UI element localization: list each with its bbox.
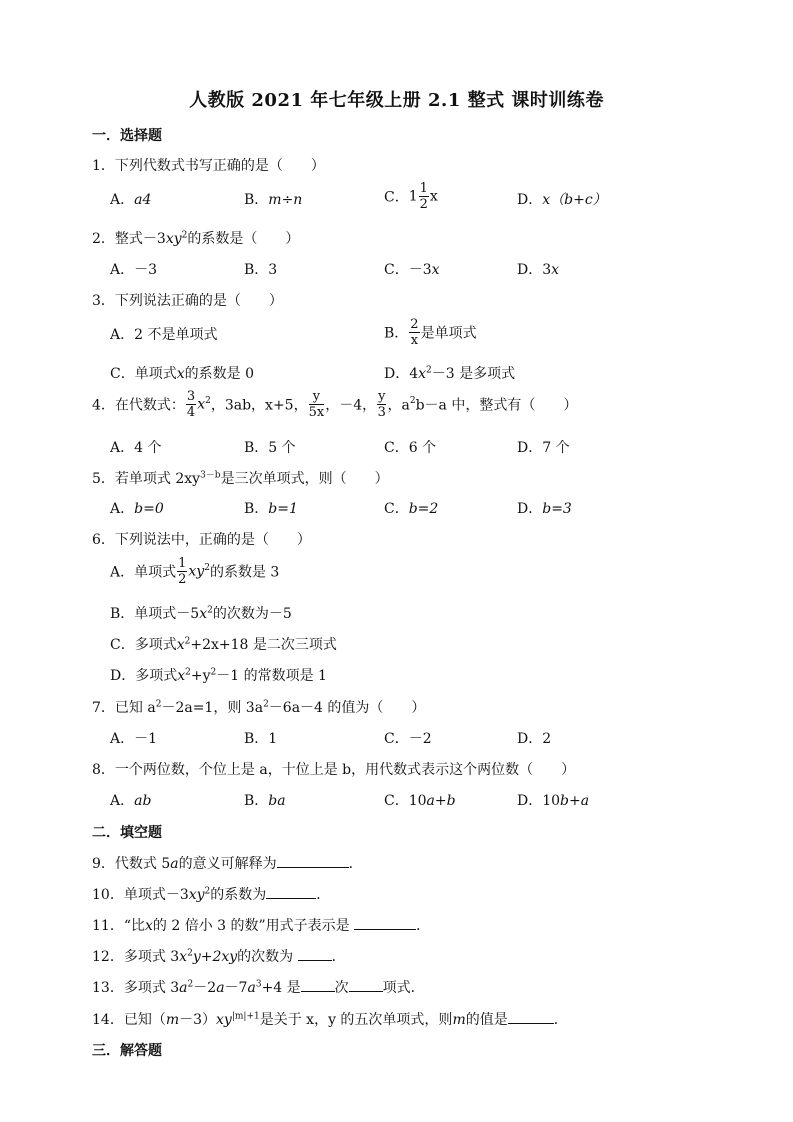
q8-option-c: C．10a+b bbox=[384, 793, 456, 809]
q2-option-a: A．－3 bbox=[110, 262, 158, 278]
question-3: 3．下列说法正确的是（ ） bbox=[92, 293, 283, 309]
question-12: 12．多项式 $3x^2y+2xy$的次数为 ． bbox=[92, 948, 346, 965]
q6-option-c: C．多项式$x^2+2x+18$ 是二次三项式 bbox=[110, 636, 337, 653]
q12-answer-blank[interactable] bbox=[298, 948, 332, 961]
q14-answer-blank[interactable] bbox=[508, 1011, 554, 1024]
q1-option-c: C．1 $\frac{1}{2}$ x bbox=[384, 181, 438, 212]
q6-option-b: B．单项式$-5x^2$的次数为－5 bbox=[110, 605, 292, 622]
q3-option-a: A．2 不是单项式 bbox=[110, 327, 218, 343]
question-10: 10．单项式$-3xy^2$的系数为 ． bbox=[92, 886, 331, 903]
q6-option-a: A．单项式 $\frac{1}{2}$ $xy^2$的系数是 3 bbox=[110, 556, 280, 587]
q1-option-d: D．x（b+c） bbox=[517, 192, 607, 208]
q1-option-b: B．m÷n bbox=[244, 192, 303, 208]
section-heading-choice: 一．选择题 bbox=[92, 128, 162, 144]
question-5: 5．若单项式 $2xy^{3-b}$是三次单项式，则（ ） bbox=[92, 470, 389, 487]
question-6: 6．下列说法中，正确的是（ ） bbox=[92, 532, 311, 548]
q5-option-d: D．b=3 bbox=[517, 501, 572, 517]
question-14: 14．已知$(m-3)xy^{|m|+1}$是关于 x，y 的五次单项式，则m的值是 ． bbox=[92, 1011, 568, 1028]
q11-answer-blank[interactable] bbox=[354, 917, 416, 930]
q2-option-b: B．3 bbox=[244, 262, 278, 278]
q7-option-a: A．－1 bbox=[110, 731, 158, 747]
q4-option-b: B．5 个 bbox=[244, 440, 296, 456]
q8-option-b: B．ba bbox=[244, 793, 286, 809]
q13-answer-blank-1[interactable] bbox=[301, 979, 335, 992]
section-heading-solve: 三．解答题 bbox=[92, 1043, 162, 1059]
q5-option-c: C．b=2 bbox=[384, 501, 439, 517]
section-heading-fill: 二．填空题 bbox=[92, 825, 162, 841]
page-title: 人教版 2021 年七年级上册 2.1 整式 课时训练卷 bbox=[189, 90, 604, 111]
q3-option-b: B． $\frac{2}{x}$ 是单项式 bbox=[384, 317, 477, 348]
question-11: 11．“比x的 2 倍小 3 的数”用式子表示是 ． bbox=[92, 918, 431, 934]
q6-option-d: D．多项式$x^2+y^2-1$ 的常数项是 1 bbox=[110, 667, 327, 684]
question-4: 4．在代数式： $\frac{3}{4}$ $x^2$，3ab，x+5， $\frac{y}{5x}$ ，－4， $\frac{y}{3}$ ，$a^2b-a$ 中，整式有（ ） bbox=[92, 389, 578, 420]
q4-option-a: A．4 个 bbox=[110, 440, 162, 456]
q7-option-d: D．2 bbox=[517, 731, 552, 747]
question-13: 13．多项式 $3a^2-2a-7a^3+4$ 是 次 项式． bbox=[92, 979, 425, 996]
q8-option-a: A．ab bbox=[110, 793, 152, 809]
question-7: 7．已知 $a^2-2a=1$，则 $3a^2-6a-4$ 的值为（ ） bbox=[92, 699, 426, 716]
question-9: 9．代数式 5a的意义可解释为 ． bbox=[92, 856, 363, 872]
q4-option-c: C．6 个 bbox=[384, 440, 437, 456]
q7-option-c: C．－2 bbox=[384, 731, 432, 747]
q9-answer-blank[interactable] bbox=[277, 855, 349, 868]
question-1: 1．下列代数式书写正确的是（ ） bbox=[92, 158, 325, 174]
q2-option-d: D．3x bbox=[517, 262, 560, 278]
q1-option-a: A．a4 bbox=[110, 192, 152, 208]
question-2: 2．整式$-3xy^2$的系数是（ ） bbox=[92, 230, 300, 247]
q7-option-b: B．1 bbox=[244, 731, 278, 747]
q8-option-d: D．10b+a bbox=[517, 793, 590, 809]
q5-option-a: A．b=0 bbox=[110, 501, 164, 517]
q3-option-c: C．单项式x的系数是 0 bbox=[110, 366, 254, 382]
q3-option-d: D．$4x^2-3$ 是多项式 bbox=[384, 365, 516, 382]
q2-option-c: C．－3x bbox=[384, 262, 440, 278]
q10-answer-blank[interactable] bbox=[266, 886, 316, 899]
question-8: 8．一个两位数，个位上是 a，十位上是 b，用代数式表示这个两位数（ ） bbox=[92, 762, 576, 778]
q13-answer-blank-2[interactable] bbox=[349, 979, 383, 992]
q4-option-d: D．7 个 bbox=[517, 440, 570, 456]
q5-option-b: B．b=1 bbox=[244, 501, 298, 517]
